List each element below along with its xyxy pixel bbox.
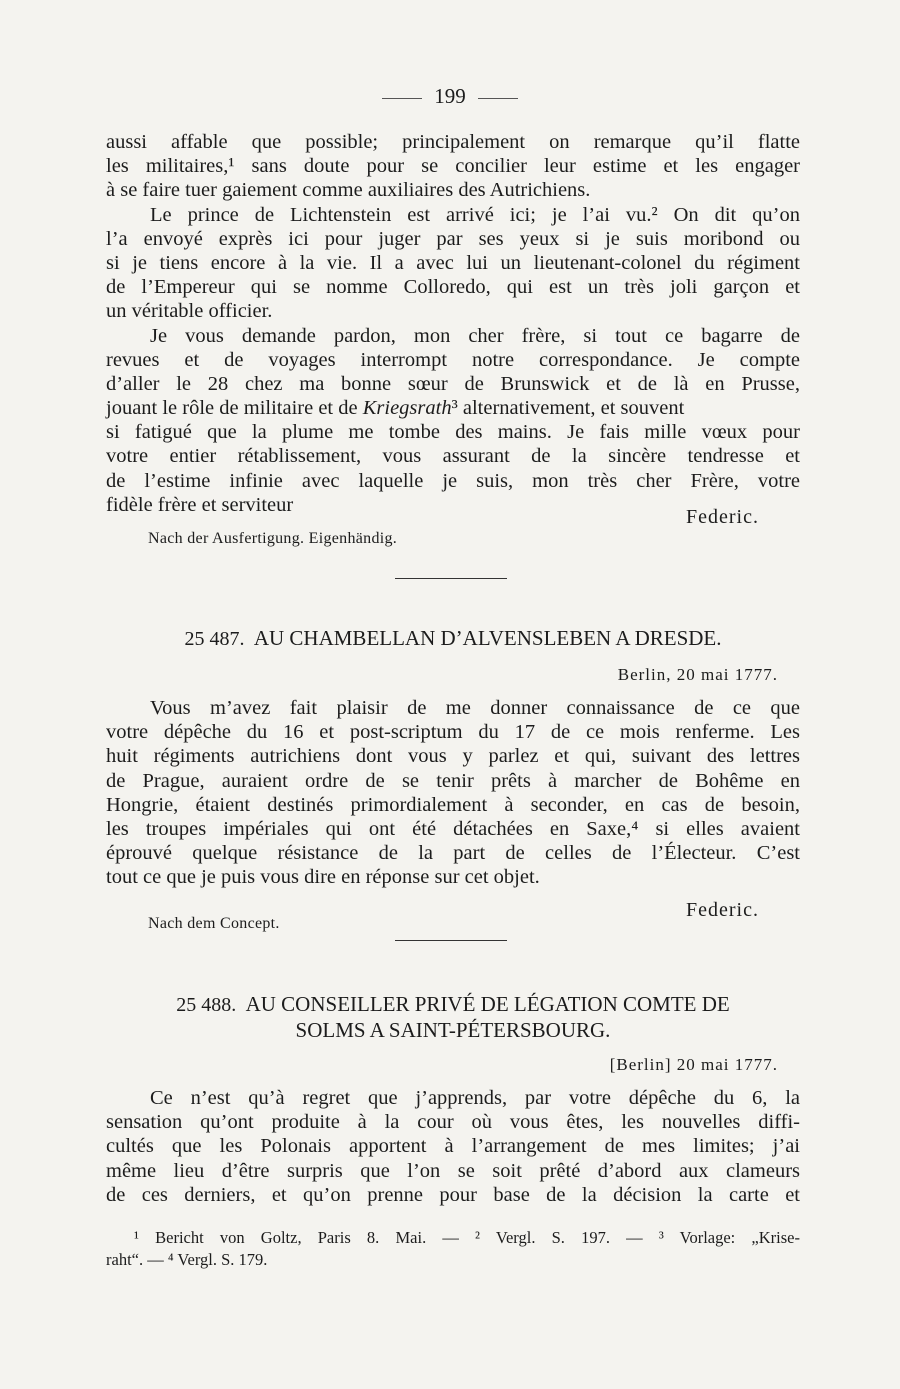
body-line: huit régiments autrichiens dont vous y parlez et qui, suivant des lettres	[106, 745, 800, 768]
footnote-line: raht“. — ⁴ Vergl. S. 179.	[106, 1250, 268, 1269]
body-line: cultés que les Polonais apportent à l’arrangement de mes limites; j’ai	[106, 1135, 800, 1158]
page-number-dash-left	[382, 98, 422, 99]
body-line: votre entier rétablissement, vous assurant de la sincère tendresse et	[106, 445, 800, 468]
signature: Federic.	[686, 506, 759, 528]
footnote-line: ¹ Bericht von Goltz, Paris 8. Mai. — ² Vergl. S. 197. — ³ Vorlage: „Krise-	[134, 1228, 800, 1247]
letter-title: AU CONSEILLER PRIVÉ DE LÉGATION COMTE DE	[245, 992, 730, 1016]
body-line: Vous m’avez fait plaisir de me donner connaissance de ce que	[150, 697, 800, 719]
letter-heading	[106, 992, 800, 1043]
body-line: revues et de voyages interrompt notre correspondance. Je compte	[106, 348, 800, 371]
source-note: Nach dem Concept.	[148, 915, 280, 932]
body-line: un véritable officier.	[106, 300, 273, 323]
body-line: tout ce que je puis vous dire en réponse sur cet objet.	[106, 866, 540, 889]
letter-title: AU CHAMBELLAN D’ALVENSLEBEN A DRESDE.	[253, 626, 722, 650]
body-line: Je vous demande pardon, mon cher frère, si tout ce bagarre de	[150, 324, 800, 347]
dateline: [Berlin] 20 mai 1777.	[609, 1055, 778, 1074]
letter-heading	[106, 626, 800, 652]
letter-title-line	[106, 992, 800, 1018]
body-line: de ces derniers, et qu’on prenne pour base de la décision la carte et	[106, 1183, 800, 1206]
body-line: fidèle frère et serviteur	[106, 493, 294, 516]
body-line	[106, 396, 800, 420]
body-line-part: jouant le rôle de militaire et de	[106, 397, 358, 420]
section-divider	[395, 578, 507, 579]
page-number-text: 199	[434, 84, 466, 108]
letter-2-body	[106, 696, 800, 890]
source-note: Nach der Ausfertigung. Eigenhändig.	[148, 530, 398, 547]
page-number	[0, 84, 900, 109]
body-line: aussi affable que possible; principalement on remarque qu’il flatte	[106, 131, 800, 153]
body-line: l’a envoyé exprès ici pour juger par ses yeux si je suis moribond ou	[106, 227, 800, 250]
body-line-part: ³ alternativement, et souvent	[451, 397, 685, 420]
body-line: votre dépêche du 16 et post-scriptum du 17 de ce mois renferme. Les	[106, 721, 800, 744]
letter-number: 25 488.	[176, 994, 237, 1016]
body-line: si fatigué que la plume me tombe des mains. Je fais mille vœux pour	[106, 421, 800, 444]
body-line: Le prince de Lichtenstein est arrivé ici; je l’ai vu.² On dit qu’on	[150, 203, 800, 226]
letter-title-line: SOLMS A SAINT-PÉTERSBOURG.	[295, 1018, 611, 1042]
footnotes	[106, 1227, 800, 1271]
letter-number: 25 487.	[184, 628, 245, 650]
body-line: de l’estime infinie avec laquelle je suis, mon très cher Frère, votre	[106, 469, 800, 492]
kriegsrath-italic: Kriegsrath	[362, 397, 452, 420]
body-line: de l’Empereur qui se nomme Colloredo, qui est un très joli garçon et	[106, 276, 800, 299]
body-line: même lieu d’être surpris que l’on se soit prêté d’abord aux clameurs	[106, 1159, 800, 1182]
body-line: si je tiens encore à la vie. Il a avec lui un lieutenant-colonel du régiment	[106, 251, 800, 274]
section-divider	[395, 940, 507, 941]
body-line: les militaires,¹ sans doute pour se concilier leur estime et les engager	[106, 155, 800, 178]
letter-1-body	[106, 130, 800, 517]
body-line: à se faire tuer gaiement comme auxiliaires des Autrichiens.	[106, 179, 591, 202]
body-line: les troupes impériales qui ont été détachées en Saxe,⁴ si elles avaient	[106, 817, 800, 840]
body-line: d’aller le 28 chez ma bonne sœur de Brunswick et de là en Prusse,	[106, 372, 800, 395]
page-number-dash-right	[478, 98, 518, 99]
signature: Federic.	[686, 899, 759, 921]
body-line: de Prague, auraient ordre de se tenir prêts à marcher de Bohême en	[106, 769, 800, 792]
body-line: sensation qu’ont produite à la cour où vous êtes, les nouvelles diffi-	[106, 1111, 800, 1134]
letter-3-body	[106, 1086, 800, 1207]
dateline: Berlin, 20 mai 1777.	[617, 665, 778, 684]
body-line: éprouvé quelque résistance de la part de celles de l’Électeur. C’est	[106, 842, 800, 865]
body-line: Ce n’est qu’à regret que j’apprends, par votre dépêche du 6, la	[150, 1087, 800, 1109]
body-line: Hongrie, étaient destinés primordialement à seconder, en cas de besoin,	[106, 793, 800, 816]
